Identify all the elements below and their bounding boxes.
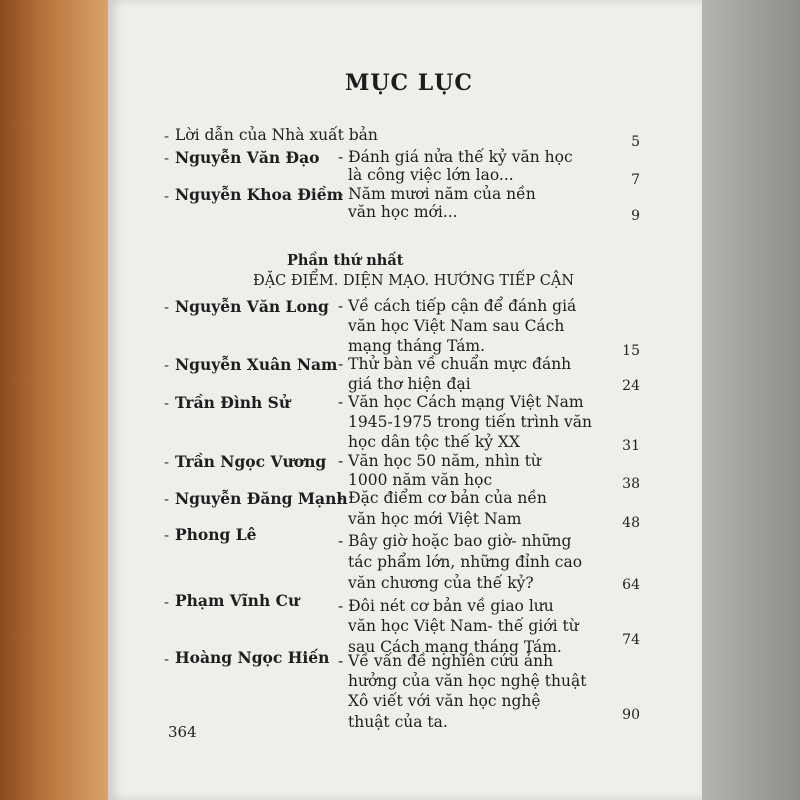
toc-page-number: 9 bbox=[631, 208, 640, 224]
toc-title-line: - Về cách tiếp cận để đánh giá bbox=[338, 297, 577, 315]
dash: - bbox=[164, 453, 170, 471]
toc-title-line: - Văn học 50 năm, nhìn từ bbox=[338, 452, 541, 470]
book-spine-edge bbox=[0, 0, 110, 800]
toc-title-line: giá thơ hiện đại bbox=[348, 375, 471, 393]
toc-page-number: 48 bbox=[622, 515, 640, 531]
toc-author: Nguyễn Đăng Mạnh bbox=[175, 489, 348, 508]
dash: - bbox=[164, 149, 170, 167]
dash: - bbox=[164, 298, 170, 316]
toc-title-line: tác phẩm lớn, những đỉnh cao bbox=[348, 553, 583, 571]
toc-title-line: - Về vấn đề nghiên cứu ảnh bbox=[338, 652, 554, 670]
dash: - bbox=[164, 593, 170, 611]
toc-author: Trần Đình Sử bbox=[175, 393, 291, 412]
toc-author: Hoàng Ngọc Hiến bbox=[175, 648, 330, 667]
toc-page-number: 64 bbox=[622, 577, 640, 593]
toc-title-line: thuật của ta. bbox=[348, 713, 448, 731]
toc-title-line: văn học mới Việt Nam bbox=[348, 510, 522, 528]
toc-title-line: hưởng của văn học nghệ thuật bbox=[348, 672, 587, 690]
toc-author: Nguyễn Khoa Điềm bbox=[175, 185, 344, 204]
footer-page-number: 364 bbox=[168, 723, 197, 741]
toc-page-number: 38 bbox=[622, 476, 640, 492]
toc-author: Phạm Vĩnh Cư bbox=[175, 591, 300, 610]
toc-title-line: văn học Việt Nam sau Cách bbox=[348, 317, 565, 335]
dash: - bbox=[164, 394, 170, 412]
toc-title-line: - Văn học Cách mạng Việt Nam bbox=[338, 393, 584, 411]
toc-author: Trần Ngọc Vương bbox=[175, 452, 327, 471]
toc-page-number: 31 bbox=[622, 438, 640, 454]
toc-page-number: 15 bbox=[622, 343, 640, 359]
toc-title-line: văn học Việt Nam- thế giới từ bbox=[348, 617, 579, 635]
toc-page-number: 7 bbox=[631, 172, 640, 188]
toc-title-line: học dân tộc thế kỷ XX bbox=[348, 433, 520, 451]
dash: - bbox=[164, 356, 170, 374]
dash: - bbox=[164, 650, 170, 668]
toc-title-line: - Đôi nét cơ bản về giao lưu bbox=[338, 597, 554, 615]
toc-page-number: 24 bbox=[622, 378, 640, 394]
toc-title-line: Xô viết với văn học nghệ bbox=[348, 692, 541, 710]
toc-title-line: sau Cách mạng tháng Tám. bbox=[348, 638, 562, 656]
toc-title-line: 1000 năm văn học bbox=[348, 471, 493, 489]
toc-author: Nguyễn Văn Long bbox=[175, 297, 329, 316]
toc-page-number: 5 bbox=[631, 134, 640, 150]
toc-title-line: - Đặc điểm cơ bản của nền bbox=[338, 489, 547, 507]
toc-title-line: 1945-1975 trong tiến trình văn bbox=[348, 413, 592, 431]
toc-page-number: 74 bbox=[622, 632, 640, 648]
background-right bbox=[700, 0, 800, 800]
part-subheading: ĐẶC ĐIỂM. DIỆN MẠO. HƯỚNG TIẾP CẬN bbox=[253, 273, 575, 289]
dash: - bbox=[164, 127, 170, 145]
toc-title-line: - Thử bàn về chuẩn mực đánh bbox=[338, 355, 572, 373]
dash: - bbox=[164, 187, 170, 205]
toc-title-line: văn chương của thế kỷ? bbox=[348, 574, 534, 592]
toc-title-line: mạng tháng Tám. bbox=[348, 337, 486, 355]
toc-author: Lời dẫn của Nhà xuất bản bbox=[175, 126, 378, 144]
toc-page-number: 90 bbox=[622, 707, 640, 723]
toc-title-line: - Bây giờ hoặc bao giờ- những bbox=[338, 532, 572, 550]
dash: - bbox=[164, 490, 170, 508]
toc-title-line: - Đánh giá nửa thế kỷ văn học bbox=[338, 148, 573, 166]
toc-author: Nguyễn Xuân Nam bbox=[175, 355, 338, 374]
toc-author: Phong Lê bbox=[175, 525, 257, 544]
toc-title-line: - Năm mươi năm của nền bbox=[338, 185, 536, 203]
toc-title-line: văn học mới... bbox=[348, 203, 458, 221]
toc-author: Nguyễn Văn Đạo bbox=[175, 148, 320, 167]
part-heading: Phần thứ nhất bbox=[287, 252, 404, 269]
toc-title-line: là công việc lớn lao... bbox=[348, 166, 514, 184]
page-title: MỤC LỤC bbox=[345, 70, 473, 96]
dash: - bbox=[164, 526, 170, 544]
